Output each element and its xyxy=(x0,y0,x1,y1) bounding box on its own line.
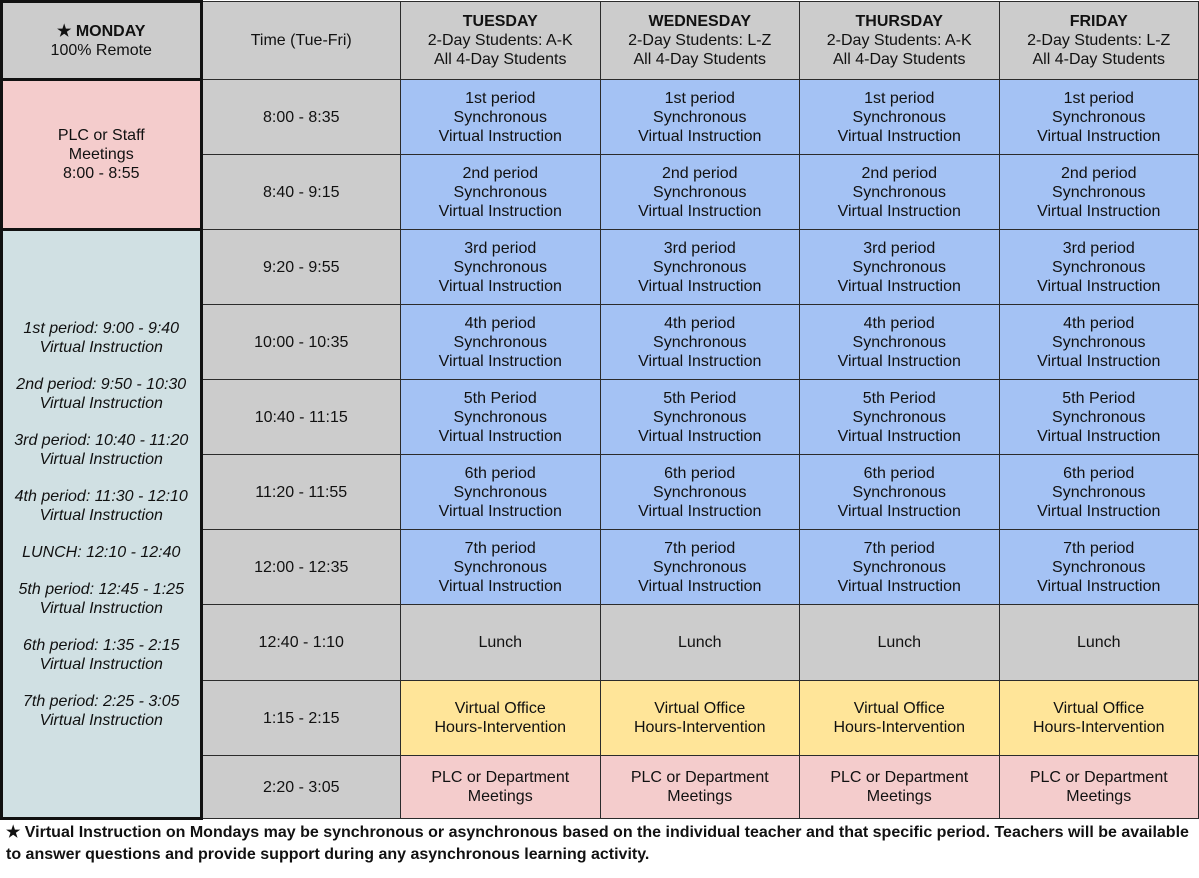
schedule-row xyxy=(2,80,1199,155)
activity-line: Virtual Instruction xyxy=(837,427,961,445)
monday-period-time: 7th period: 2:25 - 3:05 xyxy=(22,692,180,710)
monday-period-time: 3rd period: 10:40 - 11:20 xyxy=(14,431,189,449)
activity-line: Virtual Instruction xyxy=(1037,277,1161,295)
activity-line: Meetings xyxy=(467,788,533,805)
monday-periods-cell xyxy=(2,230,202,819)
activity-cell-tuesday xyxy=(401,605,601,681)
activity-line: 6th period xyxy=(664,464,736,482)
activity-line: Virtual Instruction xyxy=(638,577,762,595)
monday-period-entry xyxy=(7,636,196,674)
activity-cell-friday xyxy=(999,230,1199,305)
activity-cell-wednesday xyxy=(600,605,800,681)
activity-line: Virtual Instruction xyxy=(438,127,562,145)
activity-line: Synchronous xyxy=(852,333,946,351)
activity-line: 4th period xyxy=(1063,314,1135,332)
day-name: FRIDAY xyxy=(1069,13,1128,30)
activity-line: Virtual Instruction xyxy=(837,577,961,595)
activity-line: Synchronous xyxy=(653,408,747,426)
activity-line: 2nd period xyxy=(1060,164,1137,182)
time-slot-cell: 1:15 - 2:15 xyxy=(201,681,401,756)
activity-line: 6th period xyxy=(464,464,536,482)
activity-line: Virtual Instruction xyxy=(638,277,762,295)
activity-line: Virtual Instruction xyxy=(638,427,762,445)
activity-line: Synchronous xyxy=(852,558,946,576)
activity-cell-wednesday xyxy=(600,80,800,155)
activity-cell-tuesday xyxy=(401,230,601,305)
activity-line: Synchronous xyxy=(453,408,547,426)
activity-cell-friday xyxy=(999,756,1199,819)
activity-line: Lunch xyxy=(478,634,523,651)
activity-line: 6th period xyxy=(863,464,935,482)
activity-line: Virtual Instruction xyxy=(438,577,562,595)
activity-line: 3rd period xyxy=(1062,239,1135,257)
day-group-line: All 4-Day Students xyxy=(832,51,966,68)
footnote: ★ Virtual Instruction on Mondays may be synchronous or asynchronous based on the individual teacher and that specific period. Teachers will be available to answer questions and provide support during any asynchronous learning activity. xyxy=(6,824,1189,863)
day-group-line: 2-Day Students: L-Z xyxy=(628,32,772,49)
monday-period-desc: Virtual Instruction xyxy=(39,338,163,356)
activity-cell-wednesday xyxy=(600,681,800,756)
activity-line: 3rd period xyxy=(663,239,736,257)
monday-period-entry xyxy=(7,431,196,469)
activity-line: 4th period xyxy=(464,314,536,332)
activity-line: 6th period xyxy=(1063,464,1135,482)
activity-line: Virtual Instruction xyxy=(837,127,961,145)
activity-line: Lunch xyxy=(677,634,722,651)
activity-line: 1st period xyxy=(1063,89,1134,107)
monday-period-entry xyxy=(7,487,196,525)
activity-line: Meetings xyxy=(866,788,932,805)
monday-period-entry xyxy=(7,543,196,562)
activity-line: 5th Period xyxy=(463,389,537,407)
monday-subtitle: 100% Remote xyxy=(50,41,152,59)
activity-line: 2nd period xyxy=(861,164,938,182)
time-slot-cell: 9:20 - 9:55 xyxy=(201,230,401,305)
time-slot-cell: 10:00 - 10:35 xyxy=(201,305,401,380)
day-group-line: All 4-Day Students xyxy=(633,51,766,68)
time-slot-cell: 12:00 - 12:35 xyxy=(201,530,401,605)
activity-cell-wednesday xyxy=(600,305,800,380)
activity-line: 4th period xyxy=(664,314,736,332)
activity-line: Virtual Office xyxy=(1053,700,1145,717)
monday-period-entry xyxy=(7,580,196,618)
day-name: WEDNESDAY xyxy=(648,13,752,30)
activity-cell-wednesday xyxy=(600,756,800,819)
activity-line: Synchronous xyxy=(1052,258,1146,276)
activity-line: PLC or Department xyxy=(431,769,570,786)
activity-line: Virtual Instruction xyxy=(1037,427,1161,445)
activity-cell-tuesday xyxy=(401,681,601,756)
activity-line: 2nd period xyxy=(661,164,738,182)
activity-line: Synchronous xyxy=(453,333,547,351)
activity-line: Virtual Instruction xyxy=(837,202,961,220)
monday-period-time: 2nd period: 9:50 - 10:30 xyxy=(16,375,187,393)
activity-cell-wednesday xyxy=(600,530,800,605)
activity-cell-friday xyxy=(999,305,1199,380)
activity-line: 3rd period xyxy=(464,239,537,257)
activity-line: 7th period xyxy=(664,539,736,557)
activity-cell-tuesday xyxy=(401,380,601,455)
activity-cell-wednesday xyxy=(600,155,800,230)
activity-line: Synchronous xyxy=(453,108,547,126)
activity-cell-tuesday xyxy=(401,455,601,530)
activity-line: Virtual Instruction xyxy=(438,352,562,370)
activity-line: Virtual Instruction xyxy=(837,352,961,370)
activity-line: 1st period xyxy=(664,89,735,107)
monday-period-entry xyxy=(7,692,196,730)
day-header-thursday xyxy=(800,2,1000,80)
day-group-line: 2-Day Students: L-Z xyxy=(1027,32,1171,49)
activity-cell-thursday xyxy=(800,80,1000,155)
monday-period-desc: Virtual Instruction xyxy=(39,655,163,673)
activity-line: Virtual Instruction xyxy=(1037,127,1161,145)
activity-line: 2nd period xyxy=(462,164,539,182)
activity-line: Synchronous xyxy=(852,108,946,126)
activity-cell-friday xyxy=(999,681,1199,756)
activity-line: Synchronous xyxy=(1052,483,1146,501)
activity-line: 5th Period xyxy=(663,389,737,407)
activity-line: Synchronous xyxy=(1052,408,1146,426)
activity-line: Synchronous xyxy=(453,258,547,276)
activity-cell-friday xyxy=(999,455,1199,530)
time-header: Time (Tue-Fri) xyxy=(201,2,401,80)
activity-line: Virtual Instruction xyxy=(438,427,562,445)
activity-cell-thursday xyxy=(800,605,1000,681)
activity-line: Virtual Instruction xyxy=(837,277,961,295)
activity-line: Virtual Instruction xyxy=(1037,352,1161,370)
day-group-line: All 4-Day Students xyxy=(1032,51,1165,68)
activity-line: 1st period xyxy=(465,89,536,107)
monday-period-time: 4th period: 11:30 - 12:10 xyxy=(14,487,188,505)
activity-line: Meetings xyxy=(1066,788,1132,805)
activity-line: Synchronous xyxy=(852,183,946,201)
time-slot-cell: 2:20 - 3:05 xyxy=(201,756,401,819)
activity-line: Hours-Intervention xyxy=(833,719,966,736)
monday-period-time: LUNCH: 12:10 - 12:40 xyxy=(22,543,181,561)
activity-line: Synchronous xyxy=(1052,333,1146,351)
activity-line: Synchronous xyxy=(852,408,946,426)
activity-cell-thursday xyxy=(800,380,1000,455)
activity-line: Virtual Instruction xyxy=(438,202,562,220)
day-group-line: All 4-Day Students xyxy=(433,51,567,68)
activity-line: 3rd period xyxy=(863,239,936,257)
day-group-line: 2-Day Students: A-K xyxy=(427,32,573,49)
activity-line: 7th period xyxy=(1063,539,1135,557)
activity-line: Synchronous xyxy=(453,483,547,501)
activity-line: Synchronous xyxy=(1052,108,1146,126)
day-name: THURSDAY xyxy=(855,13,943,30)
monday-period-desc: Virtual Instruction xyxy=(39,506,163,524)
activity-line: Synchronous xyxy=(852,258,946,276)
activity-cell-thursday xyxy=(800,455,1000,530)
monday-period-entry xyxy=(7,319,196,357)
activity-line: Synchronous xyxy=(653,483,747,501)
activity-line: Hours-Intervention xyxy=(434,719,567,736)
activity-cell-tuesday xyxy=(401,756,601,819)
activity-cell-tuesday xyxy=(401,155,601,230)
activity-cell-friday xyxy=(999,530,1199,605)
activity-line: 7th period xyxy=(464,539,536,557)
activity-line: Virtual Instruction xyxy=(638,352,762,370)
activity-cell-friday xyxy=(999,155,1199,230)
schedule-row xyxy=(2,230,1199,305)
activity-line: 4th period xyxy=(863,314,935,332)
activity-line: 5th Period xyxy=(1062,389,1136,407)
activity-line: PLC or Department xyxy=(630,769,769,786)
activity-line: Lunch xyxy=(1076,634,1121,651)
activity-cell-wednesday xyxy=(600,380,800,455)
time-slot-cell: 8:00 - 8:35 xyxy=(201,80,401,155)
activity-line: Virtual Instruction xyxy=(1037,202,1161,220)
activity-cell-friday xyxy=(999,80,1199,155)
monday-period-desc: Virtual Instruction xyxy=(39,599,163,617)
time-slot-cell: 8:40 - 9:15 xyxy=(201,155,401,230)
activity-cell-thursday xyxy=(800,305,1000,380)
activity-line: 1st period xyxy=(864,89,935,107)
activity-line: Virtual Instruction xyxy=(638,127,762,145)
activity-line: Lunch xyxy=(877,634,922,651)
day-header-tuesday xyxy=(401,2,601,80)
monday-period-desc: Virtual Instruction xyxy=(39,394,163,412)
activity-cell-friday xyxy=(999,605,1199,681)
monday-plc-line: PLC or Staff xyxy=(57,127,145,144)
time-slot-cell: 11:20 - 11:55 xyxy=(201,455,401,530)
activity-line: Virtual Office xyxy=(454,700,546,717)
activity-line: Synchronous xyxy=(453,183,547,201)
activity-line: Synchronous xyxy=(653,333,747,351)
monday-period-desc: Virtual Instruction xyxy=(39,711,163,729)
monday-plc-line: 8:00 - 8:55 xyxy=(63,165,140,182)
activity-line: Synchronous xyxy=(453,558,547,576)
time-slot-cell: 10:40 - 11:15 xyxy=(201,380,401,455)
activity-line: Synchronous xyxy=(1052,558,1146,576)
activity-line: Virtual Instruction xyxy=(438,277,562,295)
activity-line: Synchronous xyxy=(653,558,747,576)
activity-cell-tuesday xyxy=(401,305,601,380)
activity-line: Virtual Instruction xyxy=(638,202,762,220)
activity-cell-tuesday xyxy=(401,80,601,155)
activity-line: Synchronous xyxy=(653,183,747,201)
monday-title: ★ MONDAY xyxy=(57,22,146,40)
activity-line: Virtual Instruction xyxy=(638,502,762,520)
activity-cell-wednesday xyxy=(600,230,800,305)
activity-cell-thursday xyxy=(800,530,1000,605)
activity-line: Virtual Office xyxy=(853,700,945,717)
activity-cell-friday xyxy=(999,380,1199,455)
activity-line: Hours-Intervention xyxy=(1032,719,1165,736)
activity-line: Virtual Instruction xyxy=(438,502,562,520)
activity-line: Virtual Instruction xyxy=(1037,502,1161,520)
monday-plc-cell xyxy=(2,80,202,230)
monday-plc-line: Meetings xyxy=(68,146,134,163)
day-group-line: 2-Day Students: A-K xyxy=(826,32,972,49)
activity-line: 7th period xyxy=(863,539,935,557)
activity-line: 5th Period xyxy=(862,389,936,407)
monday-period-time: 6th period: 1:35 - 2:15 xyxy=(22,636,180,654)
activity-line: Virtual Instruction xyxy=(837,502,961,520)
time-slot-cell: 12:40 - 1:10 xyxy=(201,605,401,681)
activity-cell-thursday xyxy=(800,155,1000,230)
monday-period-time: 5th period: 12:45 - 1:25 xyxy=(18,580,184,598)
activity-cell-thursday xyxy=(800,230,1000,305)
activity-line: Virtual Instruction xyxy=(1037,577,1161,595)
activity-line: Meetings xyxy=(667,788,733,805)
day-name: TUESDAY xyxy=(462,13,538,30)
monday-header xyxy=(2,2,202,80)
day-header-wednesday xyxy=(600,2,800,80)
activity-line: PLC or Department xyxy=(830,769,969,786)
monday-period-entry xyxy=(7,375,196,413)
activity-cell-tuesday xyxy=(401,530,601,605)
activity-line: Synchronous xyxy=(852,483,946,501)
monday-period-time: 1st period: 9:00 - 9:40 xyxy=(23,319,180,337)
monday-period-desc: Virtual Instruction xyxy=(39,450,163,468)
activity-line: Synchronous xyxy=(653,108,747,126)
activity-line: Synchronous xyxy=(653,258,747,276)
activity-cell-wednesday xyxy=(600,455,800,530)
activity-line: Synchronous xyxy=(1052,183,1146,201)
header-row xyxy=(2,2,1199,80)
activity-cell-thursday xyxy=(800,681,1000,756)
activity-line: Hours-Intervention xyxy=(633,719,766,736)
activity-cell-thursday xyxy=(800,756,1000,819)
activity-line: Virtual Office xyxy=(654,700,746,717)
day-header-friday xyxy=(999,2,1199,80)
activity-line: PLC or Department xyxy=(1029,769,1168,786)
